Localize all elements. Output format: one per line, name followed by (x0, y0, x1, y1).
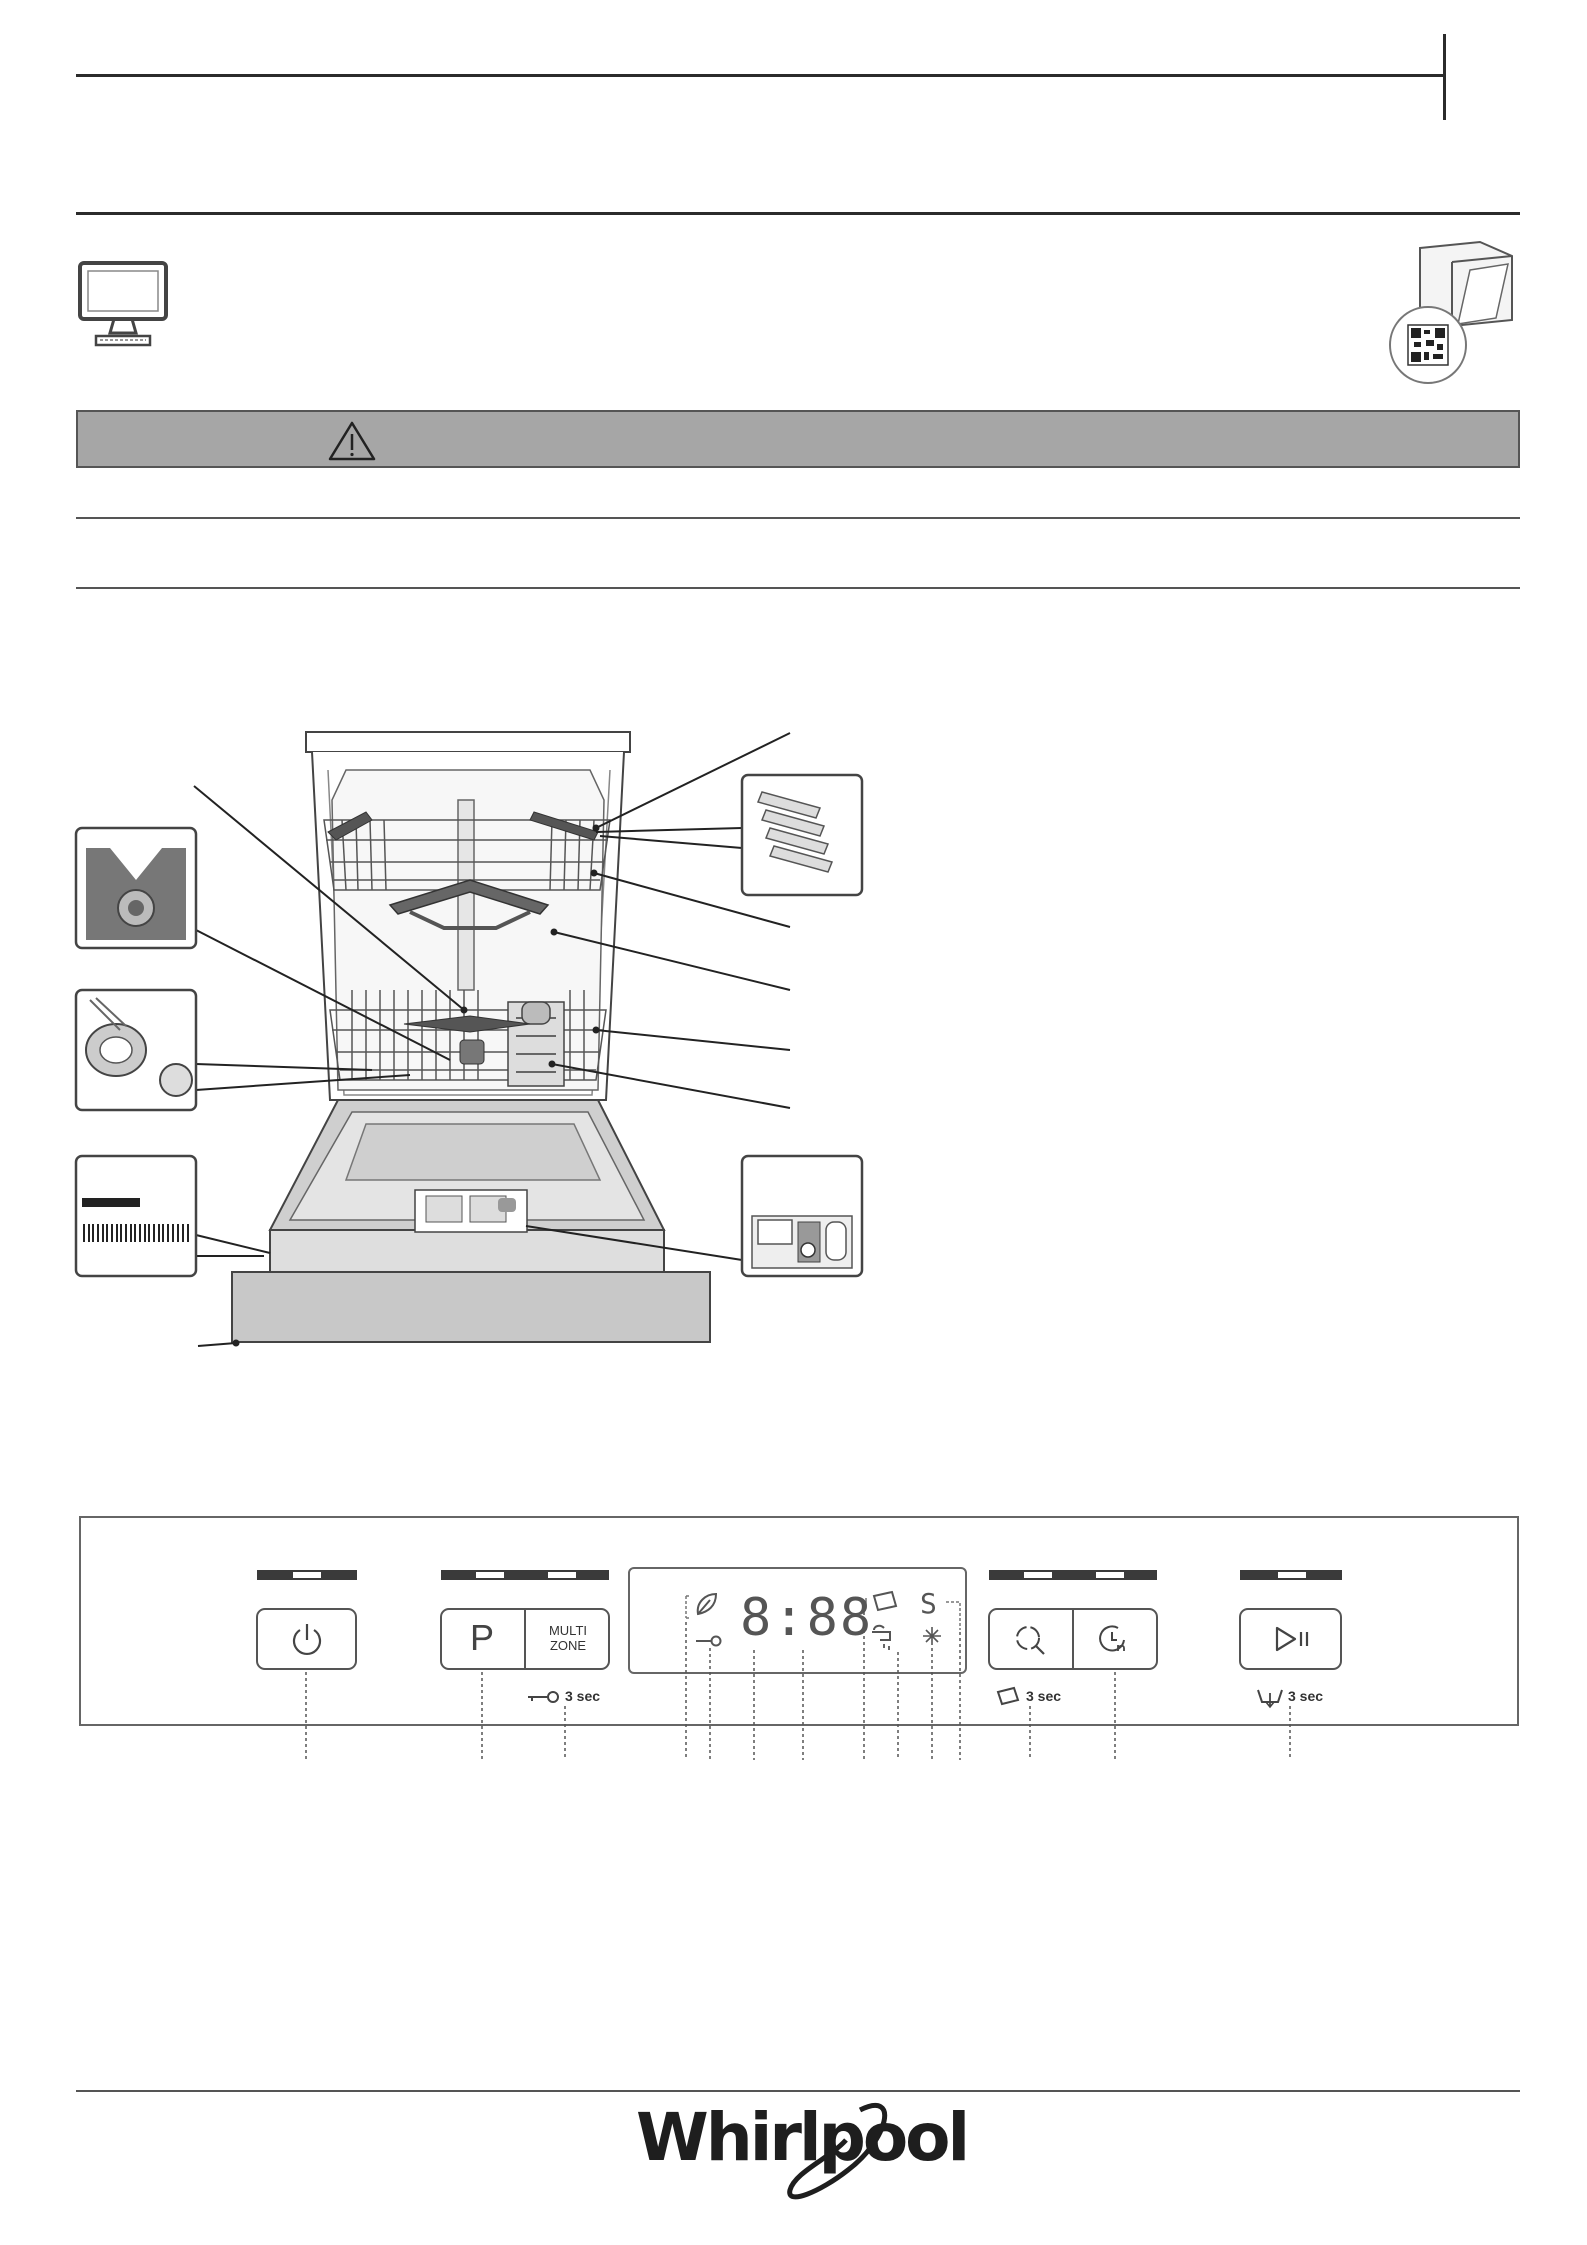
play-pause-icon (1241, 1610, 1340, 1668)
indicator-bar-program (441, 1570, 609, 1580)
delay-start-button[interactable] (1074, 1610, 1156, 1668)
footer-rule (76, 2090, 1520, 2092)
warning-banner (76, 410, 1520, 468)
brand-logo: Whirlpool (636, 2099, 968, 2176)
power-button[interactable] (256, 1608, 357, 1670)
multizone-button[interactable] (530, 1623, 606, 1653)
key-lock-hint: 3 sec (565, 1688, 601, 1704)
indicator-bar-options (989, 1570, 1157, 1580)
program-key-label: P (470, 1617, 495, 1658)
express-search-icon (990, 1610, 1070, 1668)
barcode (84, 1224, 188, 1242)
multizone-label-1: MULTI (548, 1623, 588, 1638)
drain-hint: 3 sec (1288, 1688, 1324, 1704)
button-divider (524, 1610, 526, 1668)
power-icon (258, 1610, 355, 1668)
program-button[interactable] (440, 1608, 610, 1670)
thin-rule-2 (76, 587, 1520, 589)
lower-basket (330, 990, 606, 1080)
tablet-hint: 3 sec (1026, 1688, 1062, 1704)
salt-indicator: S (920, 1587, 937, 1620)
upper-basket (324, 820, 610, 890)
computer-monitor-icon (0, 0, 1587, 400)
top-rule (76, 74, 1446, 77)
section-rule (76, 212, 1520, 215)
thin-rule-1 (76, 517, 1520, 519)
express-wash-button[interactable] (990, 1610, 1070, 1668)
dishwasher-qr-icon (0, 0, 1587, 400)
multizone-label-2: ZONE (549, 1638, 587, 1653)
clock-delay-icon (1074, 1610, 1156, 1668)
top-rule-tick (1443, 34, 1446, 120)
time-display: 8:88 (740, 1588, 874, 1648)
start-pause-button[interactable] (1239, 1608, 1342, 1670)
